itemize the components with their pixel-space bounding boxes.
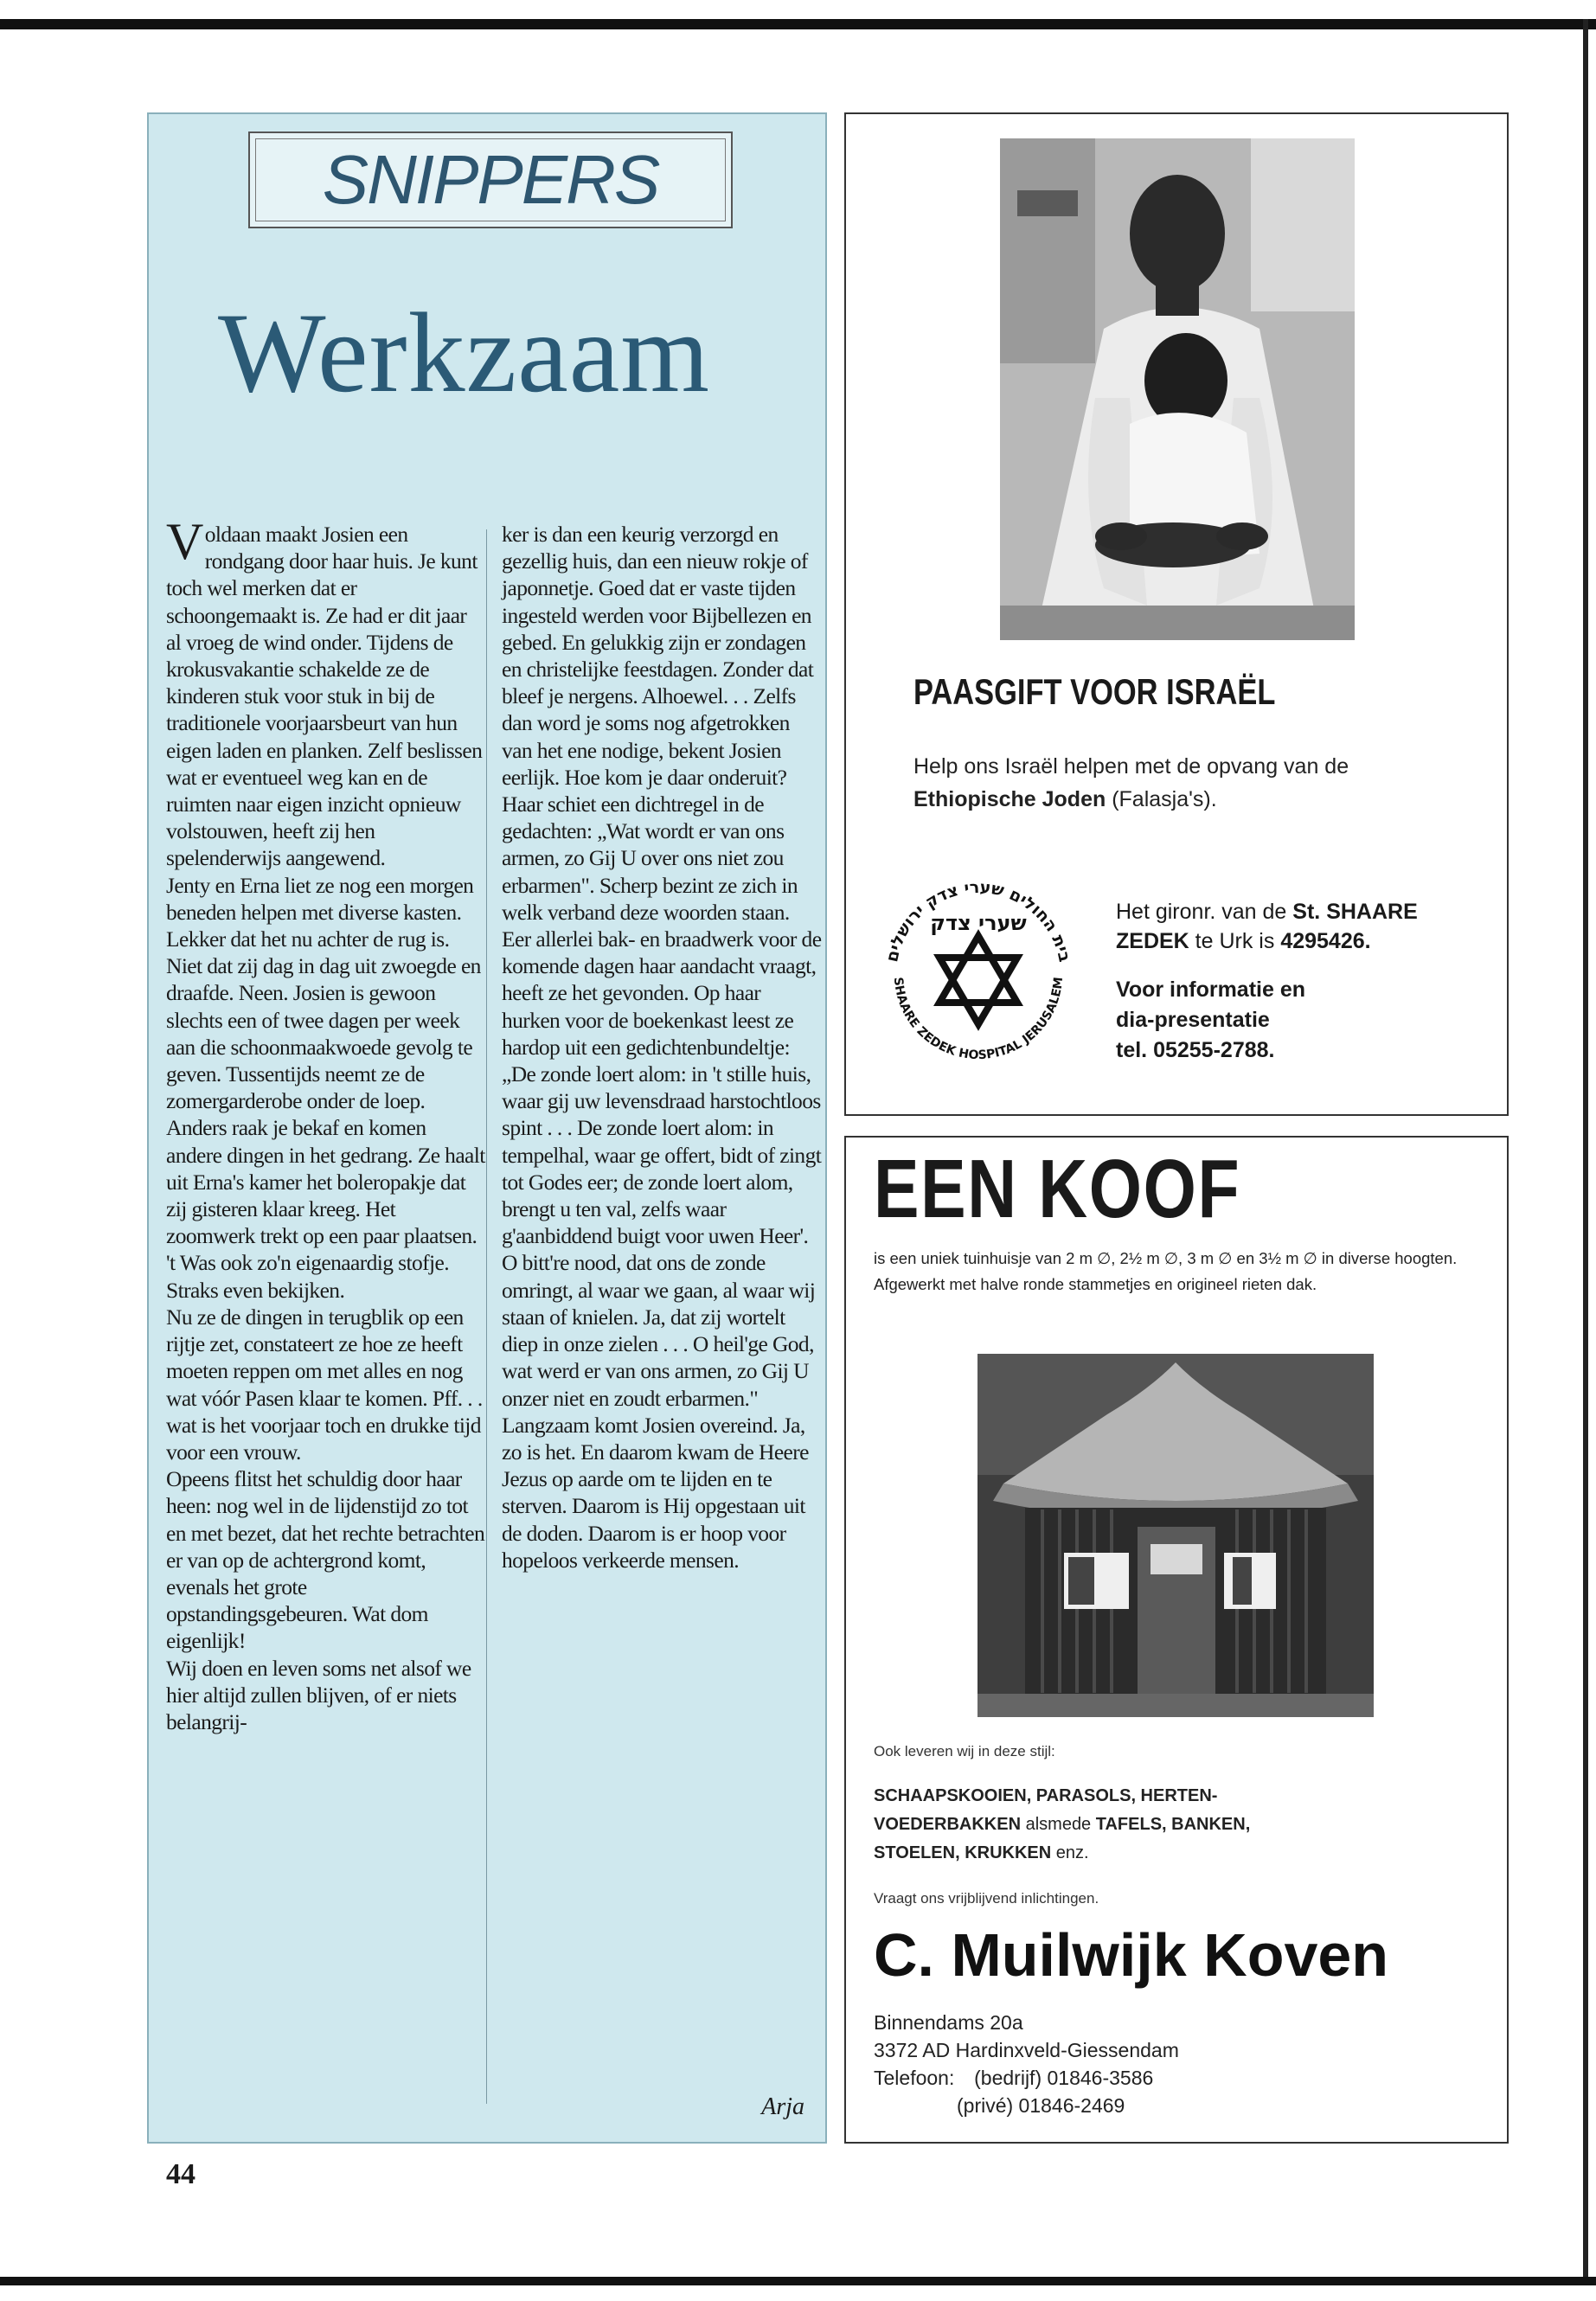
address-city: 3372 AD Hardinxveld-Giessendam <box>874 2039 1179 2061</box>
section-label-box <box>248 131 733 228</box>
ad-koof-also-text: Ook leveren wij in deze stijl: <box>874 1743 1055 1759</box>
logo-english-ring: SHAARE ZEDEK HOSPITAL JERUSALEM <box>890 976 1067 1063</box>
article-paragraph: Jenty en Erna liet ze nog een morgen beneden helpen met diverse kasten. Lekker dat het nu achter de rug is. Niet dat zij dag in dag uit zwoegde en draafde. Neen. Josien is gewoon slechts een of twee dagen per week aan die schoonmaakwoede gevolg te geven. Tussentijds neemt ze de zomergarderobe onder de loep. Anders raak je bekaf en komen andere dingen in het gedrang. Ze haalt uit Erna's kamer het boleropakje dat zij gisteren klaar kreeg. Het zoomwerk trekt op een paar plaatsen. 't Was ook zo'n eigenaardig stofje. Straks even bekijken. <box>166 872 485 1303</box>
shaare-zedek-logo <box>870 854 1086 1079</box>
article-paragraph: Opeens flitst het schuldig door haar heen: nog wel in de lijdenstijd zo tot en met bezet, dat het rechte betrachten er van op de achtergrond komt, evenals het grote opstandingsgebeuren. Wat dom eigenlijk! <box>166 1466 485 1654</box>
ad-israel-info: Voor informatie en dia-presentatie tel. 05255-2788. <box>1116 977 1306 1062</box>
section-label: SNIPPERS <box>255 138 726 221</box>
article-paragraph: ker is dan een keurig verzorgd en gezellig huis, dan een nieuw rokje of japonnetje. Goed dat er vaste tijden ingesteld werden voor Bijbellezen en gebed. En gelukkig zijn er zondagen en christelijke feestdagen. Zonder dat bleef je nergens. Alhoewel. . . Zelfs dan word je soms nog afgetrokken van het ene nodige, bekent Josien eerlijk. Hoe kom je daar onderuit? <box>502 522 814 790</box>
ad-israel-text: Help ons Israël helpen met de opvang van de Ethiopische Joden (Falasja's). <box>913 754 1349 811</box>
garden-house-photo <box>977 1354 1374 1717</box>
article-column-left <box>166 513 486 1735</box>
ad-israel-giro: Het gironr. van de St. SHAARE ZEDEK te Urk is 4295426. <box>1116 900 1418 953</box>
ad-koof-title: EEN KOOF <box>874 1143 1241 1235</box>
ad-paasgift-israel <box>844 112 1509 1116</box>
article-column-right <box>502 521 822 1574</box>
phone-business-line: Telefoon: (bedrijf) 01846-3586 <box>874 2067 1154 2089</box>
article-signature: Arja <box>761 2093 804 2120</box>
bottom-rule <box>0 2277 1596 2285</box>
logo-center-text: שערי צדק <box>930 911 1027 935</box>
mother-child-photo <box>1000 138 1355 640</box>
article-paragraph: Wij doen en leven soms net alsof we hier altijd zullen blijven, of er niets belangrij- <box>166 1655 471 1734</box>
ad-israel-title: PAASGIFT VOOR ISRAËL <box>913 671 1276 712</box>
article-paragraph: Haar schiet een dichtregel in de gedachten: „Wat wordt er van ons armen, zo Gij U over ons niet zou erbarmen". Scherp bezint ze zich in welk verband deze woorden staan. Eer allerlei bak- en braadwerk voor de komende dagen haar aandacht vraagt, heeft ze het gevonden. Op haar hurken voor de boekenkast leest ze hardop uit een gedichtenbundeltje: „De zonde loert alom: in 't stille huis, waar gij uw levensdraad harstochtloos spint . . . De zonde loert alom: in tempelhal, waar ge offert, bidt of zingt tot Godes eer; de zonde loert alom, brengt u ten val, zelfs waar g'aanbiddend buigt voor uwen Heer'. O bitt're nood, dat ons de zonde omringt, al waar we gaan, al waar wij staan of knielen. Ja, dat zij wortelt diep in onze zielen . . . O heil'ge God, wat werd er van ons armen, zo Gij U onzer niet en zoudt erbarmen." <box>502 792 822 1411</box>
page-number: 44 <box>166 2158 195 2190</box>
drop-cap: V <box>166 513 203 570</box>
article-paragraph: Nu ze de dingen in terugblik op een rijtje zet, constateert ze hoe ze heeft moeten reppen om met alles en nog wat vóór Pasen klaar te komen. Pff. . . wat is het voorjaar toch en drukke tijd voor een vrouw. <box>166 1304 483 1465</box>
photo-illustration <box>1000 138 1355 640</box>
ad-koof-description: is een uniek tuinhuisje van 2 m ∅, 2½ m ∅, 3 m ∅ en 3½ m ∅ in diverse hoogten. Afgewerkt met halve ronde stammetjes en origineel rieten dak. <box>874 1249 1458 1293</box>
top-rule <box>0 19 1596 29</box>
column-divider <box>486 529 487 2104</box>
logo-hebrew-ring: בית החולים שערי צדק ירושלים <box>882 877 1074 965</box>
address-street: Binnendams 20a <box>874 2011 1023 2034</box>
ad-koof-products: SCHAAPSKOOIEN, PARASOLS, HERTEN- VOEDERBAKKEN alsmede TAFELS, BANKEN, STOELEN, KRUKKEN enz. <box>874 1786 1251 1862</box>
article-headline: Werkzaam <box>218 289 710 416</box>
ad-koof-inquiry: Vraagt ons vrijblijvend inlichtingen. <box>874 1890 1099 1907</box>
article-paragraph: Langzaam komt Josien overeind. Ja, zo is het. En daarom kwam de Heere Jezus op aarde om te lijden en te sterven. Daarom is Hij opgestaan uit de doden. Daarom is er hoop voor hopeloos verkeerde mensen. <box>502 1412 809 1573</box>
ad-koof-company: C. Muilwijk Koven <box>874 1921 1389 1989</box>
snippers-article <box>147 112 827 2144</box>
page-edge <box>1583 19 1588 2285</box>
phone-private-line: (privé) 01846-2469 <box>957 2094 1125 2117</box>
ad-een-koof <box>844 1136 1509 2144</box>
article-paragraph: Voldaan maakt Josien een rondgang door haar huis. Je kunt toch wel merken dat er schoongemaakt is. Ze had er dit jaar al vroeg de wind onder. Tijdens de krokusvakantie schakelde ze de kinderen stuk voor stuk in bij de traditionele voorjaarsbeurt van hun eigen laden en planken. Zelf beslissen wat er eventueel weg kan en de ruimten naar eigen inzicht opnieuw volstouwen, heeft zij hen spelenderwijs aangewend. <box>166 513 483 871</box>
